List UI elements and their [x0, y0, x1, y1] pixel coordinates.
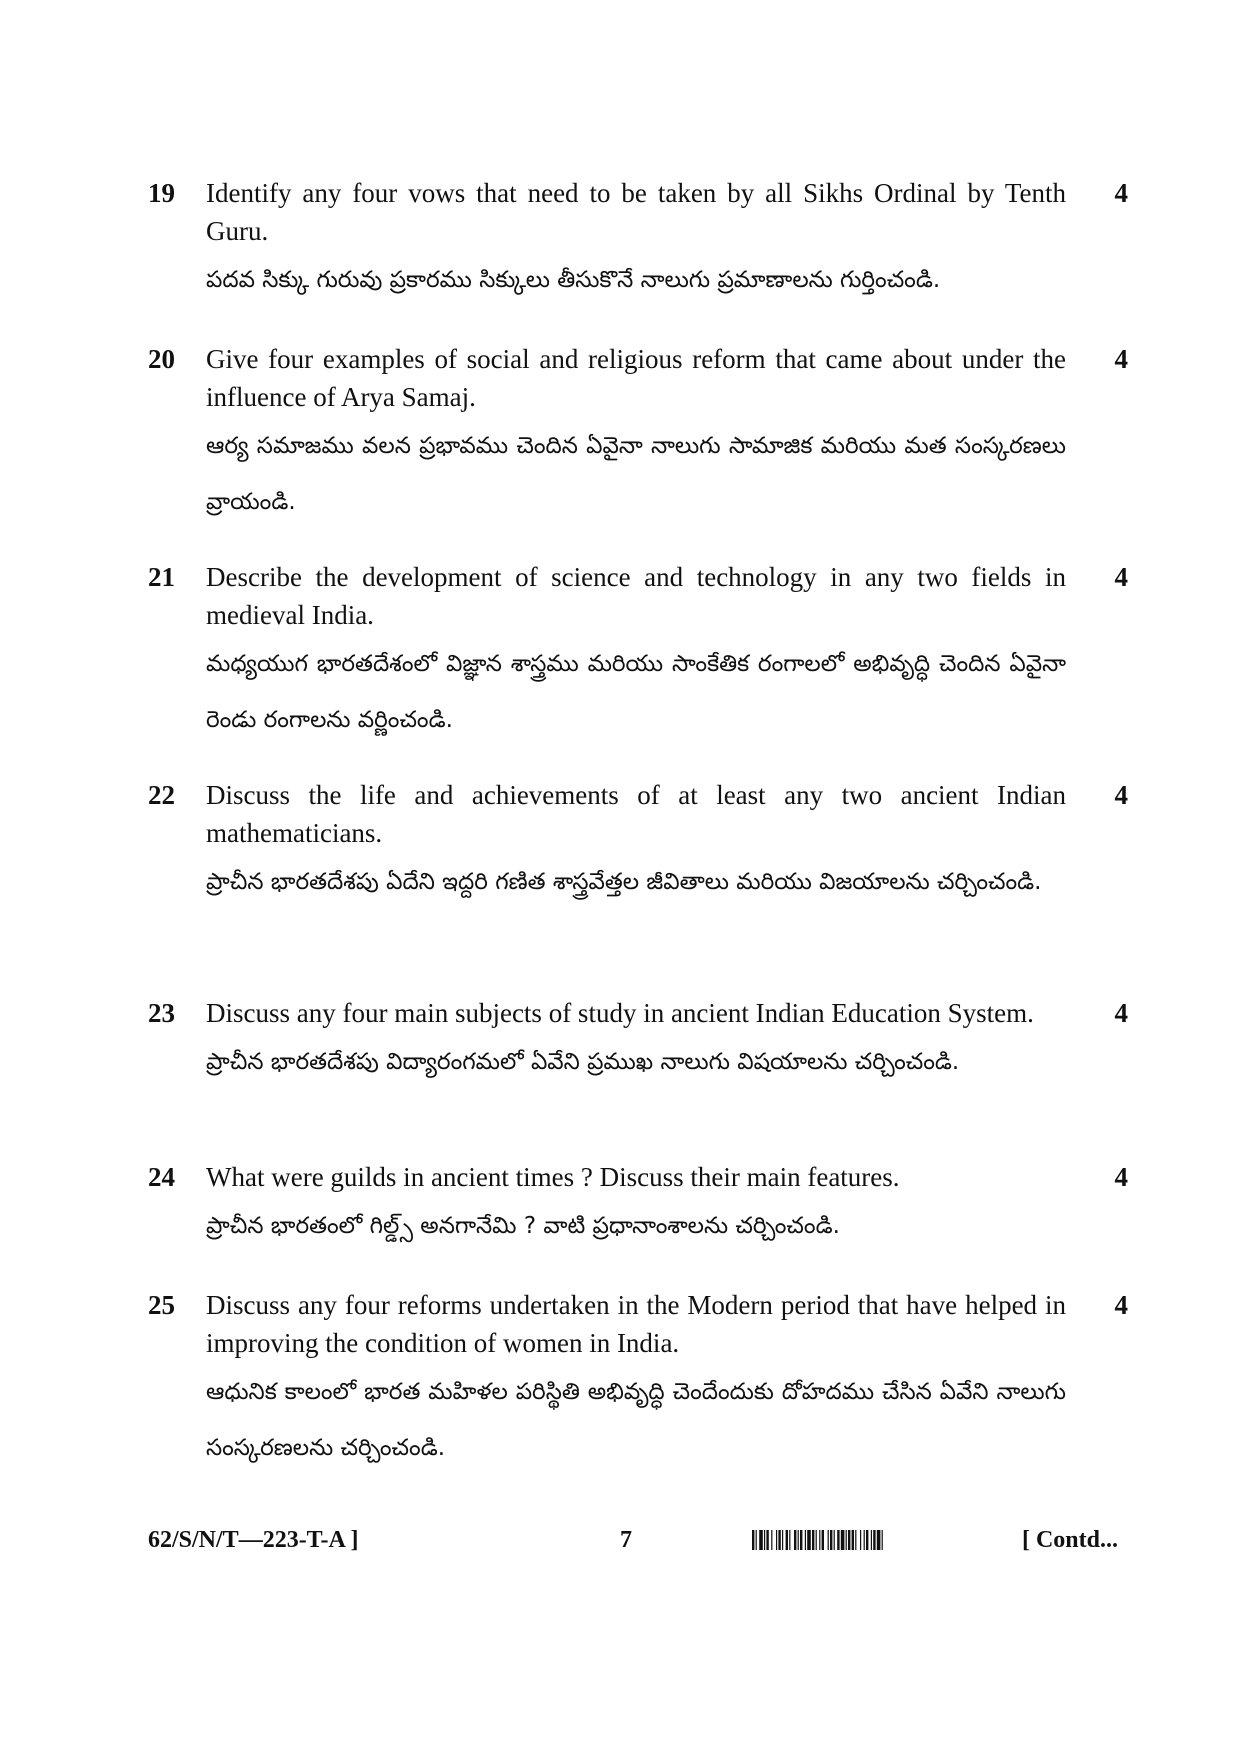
question-text-english: Describe the development of science and technology in any two fields in medieval India.	[206, 562, 1066, 630]
question-marks: 4	[1114, 998, 1128, 1028]
question-text-english: Discuss any four reforms undertaken in the Modern period that have helped in improving the condition of women in India.	[206, 1290, 1066, 1358]
question-text-telugu: మధ్యయుగ భారతదేశంలో విజ్ఞాన శాస్త్రము మరియు సాంకేతిక రంగాలలో అభివృద్ధి చెందిన ఏవైనా రెండు రంగాలను వర్ణించండి.	[206, 651, 1066, 733]
question-body	[206, 174, 1066, 308]
question-body	[206, 776, 1066, 910]
continued-label: [ Contd...	[1021, 1527, 1118, 1553]
page-number: 7	[620, 1527, 632, 1553]
question-body	[206, 1158, 1066, 1254]
question-text-english: Give four examples of social and religious reform that came about under the influence of Arya Samaj.	[206, 344, 1066, 412]
question-number: 20	[148, 344, 175, 374]
question-body	[206, 994, 1066, 1090]
question-text-telugu: ప్రాచీన భారతదేశపు ఏదేని ఇద్దరి గణిత శాస్త్రవేత్తల జీవితాలు మరియు విజయాలను చర్చించండి.	[206, 869, 1042, 895]
question-text-telugu: ప్రాచీన భారతదేశపు విద్యారంగమలో ఏవేని ప్రముఖ నాలుగు విషయాలను చర్చించండి.	[206, 1049, 960, 1075]
question-text-english: Identify any four vows that need to be taken by all Sikhs Ordinal by Tenth Guru.	[206, 178, 1066, 246]
question-text-english: Discuss any four main subjects of study in ancient Indian Education System.	[206, 998, 1034, 1028]
question-number: 22	[148, 780, 175, 810]
question-number: 19	[148, 178, 175, 208]
question-text-telugu: ఆధునిక కాలంలో భారత మహిళల పరిస్థితి అభివృద్ధి చెందేందుకు దోహదము చేసిన ఏవేని నాలుగు సంస్కరణలను చర్చించండి.	[206, 1379, 1066, 1461]
barcode-icon	[752, 1530, 990, 1550]
question-number: 21	[148, 562, 175, 592]
question-body	[206, 1286, 1066, 1476]
question-marks: 4	[1114, 344, 1128, 374]
question-marks: 4	[1114, 178, 1128, 208]
question-text-english: Discuss the life and achievements of at least any two ancient Indian mathematicians.	[206, 780, 1066, 848]
question-marks: 4	[1114, 1290, 1128, 1320]
question-number: 24	[148, 1162, 175, 1192]
question-text-telugu: ఆర్య సమాజము వలన ప్రభావము చెందిన ఏవైనా నాలుగు సామాజిక మరియు మత సంస్కరణలు వ్రాయండి.	[206, 433, 1066, 515]
question-body	[206, 558, 1066, 748]
question-marks: 4	[1114, 1162, 1128, 1192]
question-body	[206, 340, 1066, 530]
question-marks: 4	[1114, 780, 1128, 810]
question-text-telugu: ప్రాచీన భారతంలో గిల్డ్స్ అనగానేమి ? వాటి ప్రధానాంశాలను చర్చించండి.	[206, 1213, 840, 1239]
page-footer	[148, 1520, 1118, 1560]
question-marks: 4	[1114, 562, 1128, 592]
question-number: 23	[148, 998, 175, 1028]
question-text-english: What were guilds in ancient times ? Discuss their main features.	[206, 1162, 900, 1192]
question-text-telugu: పదవ సిక్కు గురువు ప్రకారము సిక్కులు తీసుకొనే నాలుగు ప్రమాణాలను గుర్తించండి.	[206, 267, 941, 293]
question-number: 25	[148, 1290, 175, 1320]
paper-code: 62/S/N/T—223-T-A ]	[148, 1527, 359, 1553]
